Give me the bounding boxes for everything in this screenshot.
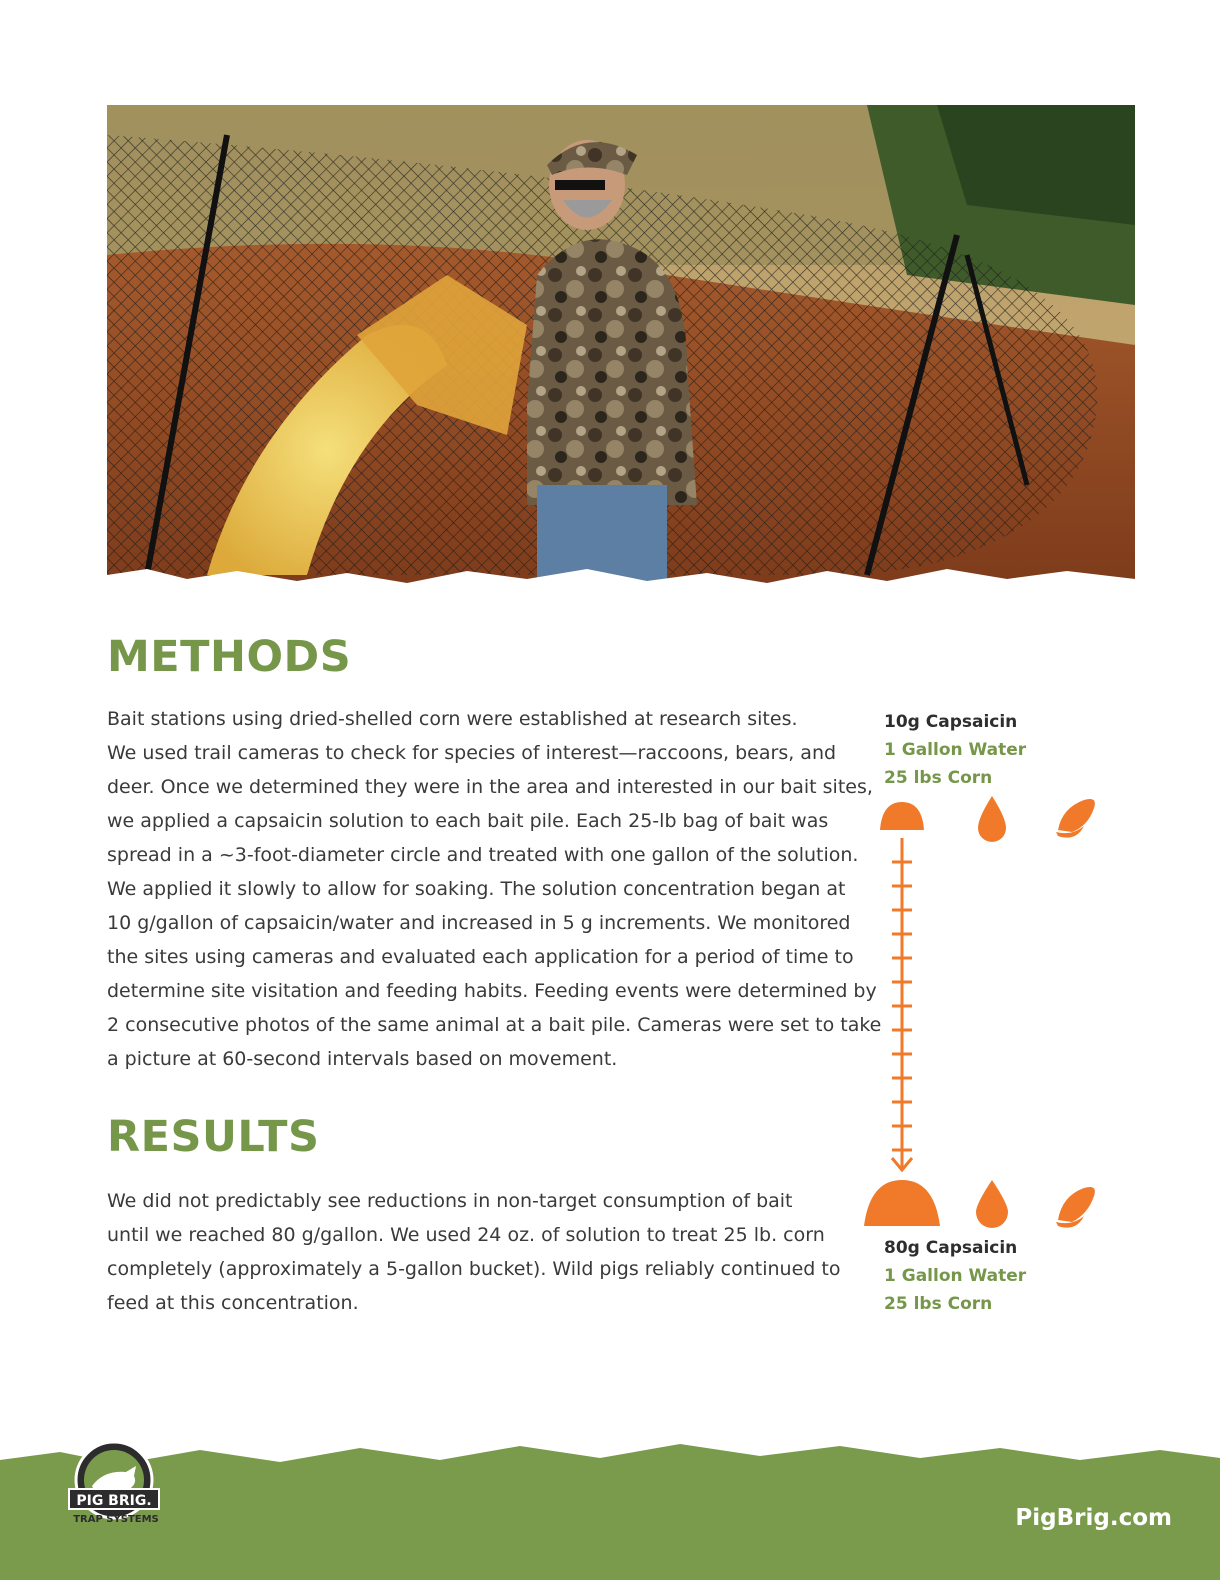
methods-line: We applied it slowly to allow for soaking. The solution concentration began at	[107, 878, 846, 900]
methods-line: we applied a capsaicin solution to each bait pile. Each 25-lb bag of bait was	[107, 810, 829, 832]
torn-edge	[107, 565, 1135, 605]
capsaicin-amount: 80g Capsaicin	[884, 1238, 1018, 1258]
results-paragraph	[107, 1184, 855, 1320]
water-drop-icon	[976, 1180, 1008, 1228]
methods-heading: METHODS	[107, 632, 352, 682]
methods-line: 2 consecutive photos of the same animal at a bait pile. Cameras were set to take	[107, 1014, 882, 1036]
methods-line: 10 g/gallon of capsaicin/water and increased in 5 g increments. We monitored	[107, 912, 851, 934]
corn-icon	[1056, 799, 1095, 838]
water-drop-icon	[978, 796, 1006, 842]
water-amount: 1 Gallon Water	[884, 1266, 1027, 1286]
results-line: feed at this concentration.	[107, 1292, 359, 1314]
recipe-start	[884, 708, 1026, 792]
methods-line: spread in a ~3-foot-diameter circle and treated with one gallon of the solution.	[107, 844, 859, 866]
pile-icon	[864, 1180, 940, 1226]
capsaicin-amount: 10g Capsaicin	[884, 712, 1018, 732]
results-heading: RESULTS	[107, 1112, 320, 1162]
corn-amount: 25 lbs Corn	[884, 1294, 993, 1314]
concentration-diagram	[862, 790, 1162, 1240]
methods-paragraph	[107, 702, 882, 1076]
methods-line: Bait stations using dried-shelled corn were established at research sites.	[107, 708, 798, 730]
methods-line: a picture at 60-second intervals based on movement.	[107, 1048, 618, 1070]
corn-amount: 25 lbs Corn	[884, 768, 993, 788]
recipe-end	[884, 1234, 1026, 1318]
results-line: completely (approximately a 5-gallon bucket). Wild pigs reliably continued to	[107, 1258, 841, 1280]
pile-icon	[880, 802, 924, 830]
hero-photo	[107, 105, 1135, 605]
logo-name: PIG BRIG.	[68, 1488, 160, 1510]
water-amount: 1 Gallon Water	[884, 740, 1027, 760]
results-line: until we reached 80 g/gallon. We used 24 oz. of solution to treat 25 lb. corn	[107, 1224, 825, 1246]
results-line: We did not predictably see reductions in non-target consumption of bait	[107, 1190, 793, 1212]
logo-tagline: TRAP SYSTEMS	[73, 1514, 159, 1525]
increase-arrow	[892, 838, 912, 1170]
corn-icon	[1056, 1187, 1095, 1228]
website-link[interactable]: PigBrig.com	[1015, 1505, 1172, 1531]
methods-line: the sites using cameras and evaluated each application for a period of time to	[107, 946, 854, 968]
methods-line: deer. Once we determined they were in the area and interested in our bait sites,	[107, 776, 873, 798]
methods-line: We used trail cameras to check for species of interest—raccoons, bears, and	[107, 742, 837, 764]
photo-of-man-pouring-corn-bait	[107, 105, 1135, 605]
methods-line: determine site visitation and feeding habits. Feeding events were determined by	[107, 980, 877, 1002]
